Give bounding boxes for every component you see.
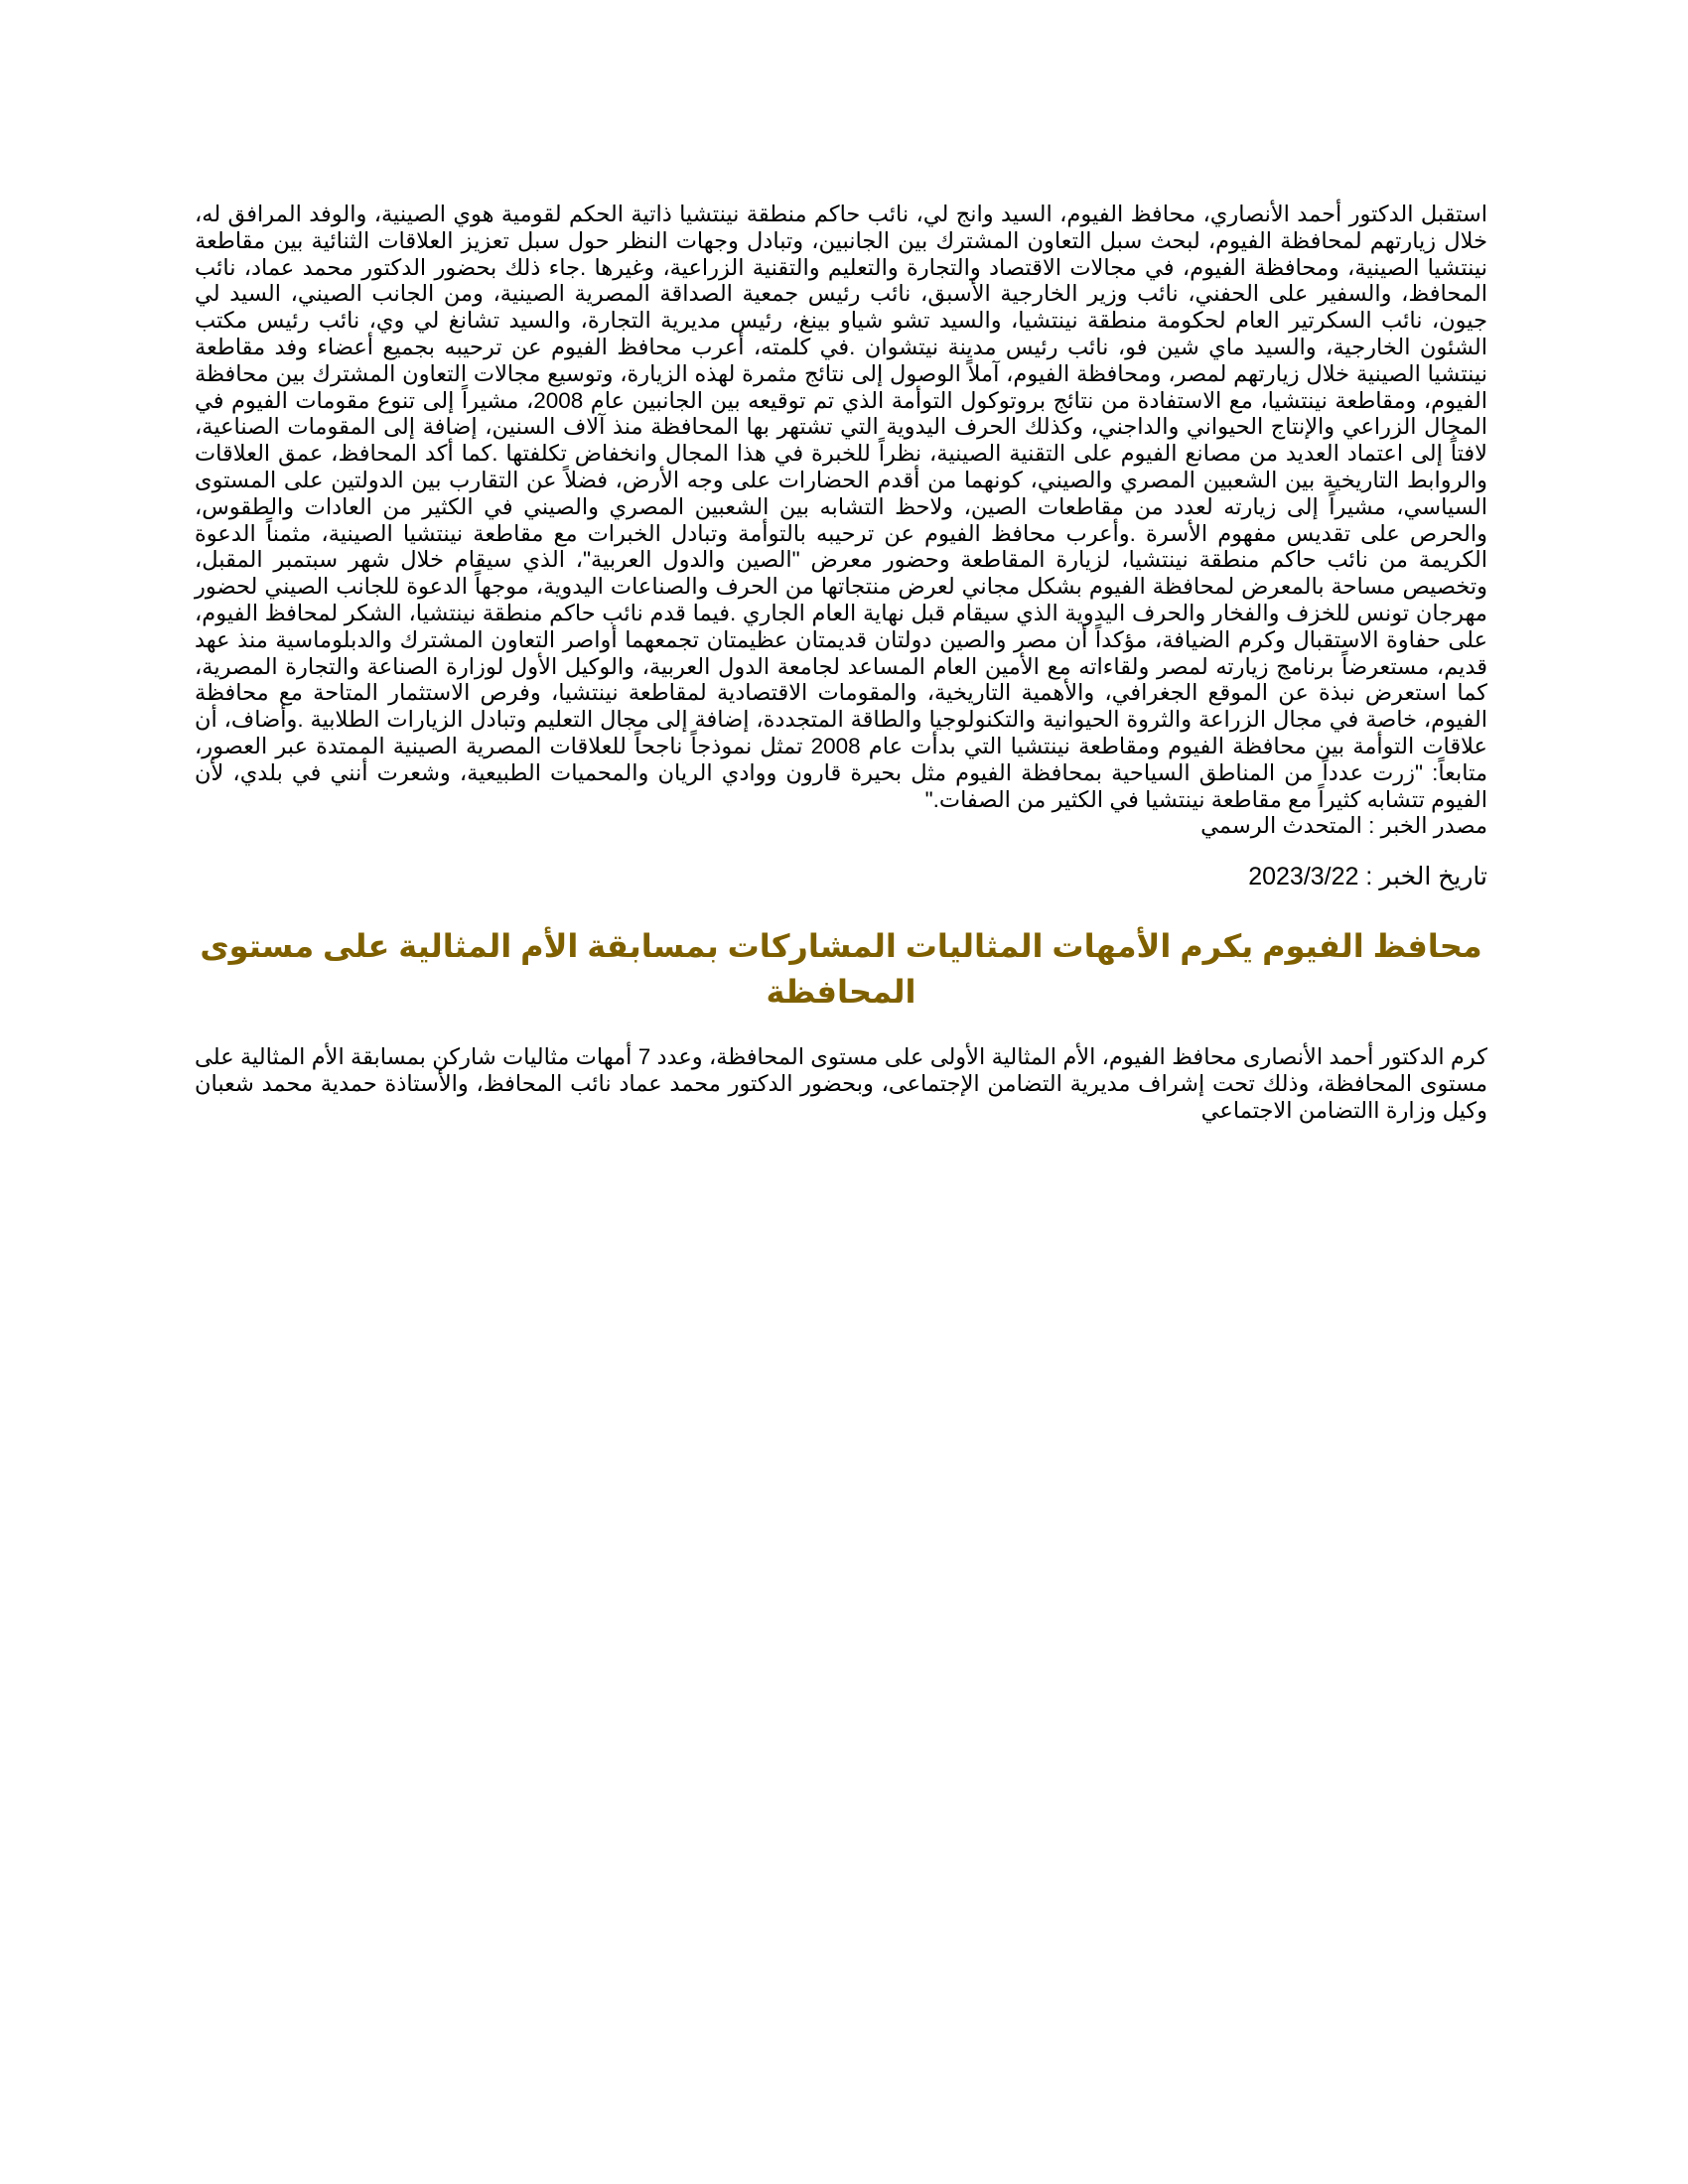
article-body-paragraph: كرم الدكتور أحمد الأنصارى محافظ الفيوم، الأم المثالية الأولى على مستوى المحافظة، وعدد 7 أمهات مثاليات شاركن بمسابقة الأم المثالية على مستوى المحافظة، وذلك تحت إشراف مديرية التضامن الإجتماعى، وبحضور الدكتور محمد عماد نائب المحافظ، والأستاذة حمدية محمد شعبان وكيل وزارة االتضامن الاجتماعي	[195, 1044, 1487, 1123]
news-source-line: مصدر الخبر : المتحدث الرسمي	[1200, 813, 1487, 839]
news-date-line: تاريخ الخبر : 2023/3/22	[1248, 863, 1487, 891]
article-body-paragraph: استقبل الدكتور أحمد الأنصاري، محافظ الفيوم، السيد وانج لي، نائب حاكم منطقة نينتشيا ذاتية الحكم لقومية هوي الصينية، والوفد المرافق له، خلال زيارتهم لمحافظة الفيوم، لبحث سبل التعاون المشترك بين الجانبين، وتبادل وجهات النظر حول سبل تعزيز العلاقات الثنائية بين مقاطعة نينتشيا الصينية، ومحافظة الفيوم، في مجالات الاقتصاد والتجارة والتعليم والتقنية الزراعية، وغيرها .جاء ذلك بحضور الدكتور محمد عماد، نائب المحافظ، والسفير على الحفني، نائب وزير الخارجية الأسبق، نائب رئيس جمعية الصداقة المصرية الصينية، ومن الجانب الصيني، السيد لي جيون، نائب السكرتير العام لحكومة منطقة نينتشيا، والسيد تشو شياو بينغ، رئيس مديرية التجارة، والسيد تشانغ لي وي، نائب رئيس مكتب الشئون الخارجية، والسيد ماي شين فو، نائب رئيس مدينة نيتشوان .في كلمته، أعرب محافظ الفيوم عن ترحيبه بجميع أعضاء وفد مقاطعة نينتشيا الصينية خلال زيارتهم لمصر، ومحافظة الفيوم، آملاً الوصول إلى نتائج مثمرة لهذه الزيارة، وتوسيع مجالات التعاون المشترك بين محافظة الفيوم، ومقاطعة نينتشيا، مع الاستفادة من نتائج بروتوكول التوأمة الذي تم توقيعه بين الجانبين عام 2008، مشيراً إلى تنوع مقومات الفيوم في المجال الزراعي والإنتاج الحيواني والداجني، وكذلك الحرف اليدوية التي تشتهر بها المحافظة منذ آلاف السنين، إضافة إلى المقومات الصناعية، لافتاً إلى اعتماد العديد من مصانع الفيوم على التقنية الصينية، نظراً للخبرة في هذا المجال وانخفاض تكلفتها .كما أكد المحافظ، عمق العلاقات والروابط التاريخية بين الشعبين المصري والصيني، كونهما من أقدم الحضارات على وجه الأرض، فضلاً عن التقارب بين الدولتين على المستوى السياسي، مشيراً إلى زيارته لعدد من مقاطعات الصين، ولاحظ التشابه بين الشعبين المصري والصيني في الكثير من العادات والطقوس، والحرص على تقديس مفهوم الأسرة .وأعرب محافظ الفيوم عن ترحيبه بالتوأمة وتبادل الخبرات مع مقاطعة نينتشيا الصينية، مثمناً الدعوة الكريمة من نائب حاكم منطقة نينتشيا، لزيارة المقاطعة وحضور معرض "الصين والدول العربية"، الذي سيقام خلال شهر سبتمبر المقبل، وتخصيص مساحة بالمعرض لمحافظة الفيوم بشكل مجاني لعرض منتجاتها من الحرف والصناعات اليدوية، موجهاً الدعوة للجانب الصيني لحضور مهرجان تونس للخزف والفخار والحرف اليدوية الذي سيقام قبل نهاية العام الجاري .فيما قدم نائب حاكم منطقة نينتشيا، الشكر لمحافظ الفيوم، على حفاوة الاستقبال وكرم الضيافة، مؤكداً أن مصر والصين دولتان قديمتان عظيمتان تجمعهما أواصر التعاون المشترك والدبلوماسية منذ عهد قديم، مستعرضاً برنامج زيارته لمصر ولقاءاته مع الأمين العام المساعد لجامعة الدول العربية، والوكيل الأول لوزارة الصناعة والتجارة المصرية، كما استعرض نبذة عن الموقع الجغرافي، والأهمية التاريخية، والمقومات الاقتصادية لمقاطعة نينتشيا، وفرص الاستثمار المتاحة مع محافظة الفيوم، خاصة في مجال الزراعة والثروة الحيوانية والتكنولوجيا والطاقة المتجددة، إضافة إلى مجال التعليم وتبادل الزيارات الطلابية .وأضاف، أن علاقات التوأمة بين محافظة الفيوم ومقاطعة نينتشيا التي بدأت عام 2008 تمثل نموذجاً ناجحاً للعلاقات المصرية الصينية الممتدة عبر العصور، متابعاً: "زرت عدداً من المناطق السياحية بمحافظة الفيوم مثل بحيرة قارون ووادي الريان والمحميات الطبيعية، وشعرت أنني في بلدي، لأن الفيوم تتشابه كثيراً مع مقاطعة نينتشيا في الكثير من الصفات."	[195, 202, 1487, 812]
article-headline: محافظ الفيوم يكرم الأمهات المثاليات المشاركات بمسابقة الأم المثالية على مستوى المحافظة	[200, 928, 1482, 1011]
document-page	[195, 202, 1487, 1125]
